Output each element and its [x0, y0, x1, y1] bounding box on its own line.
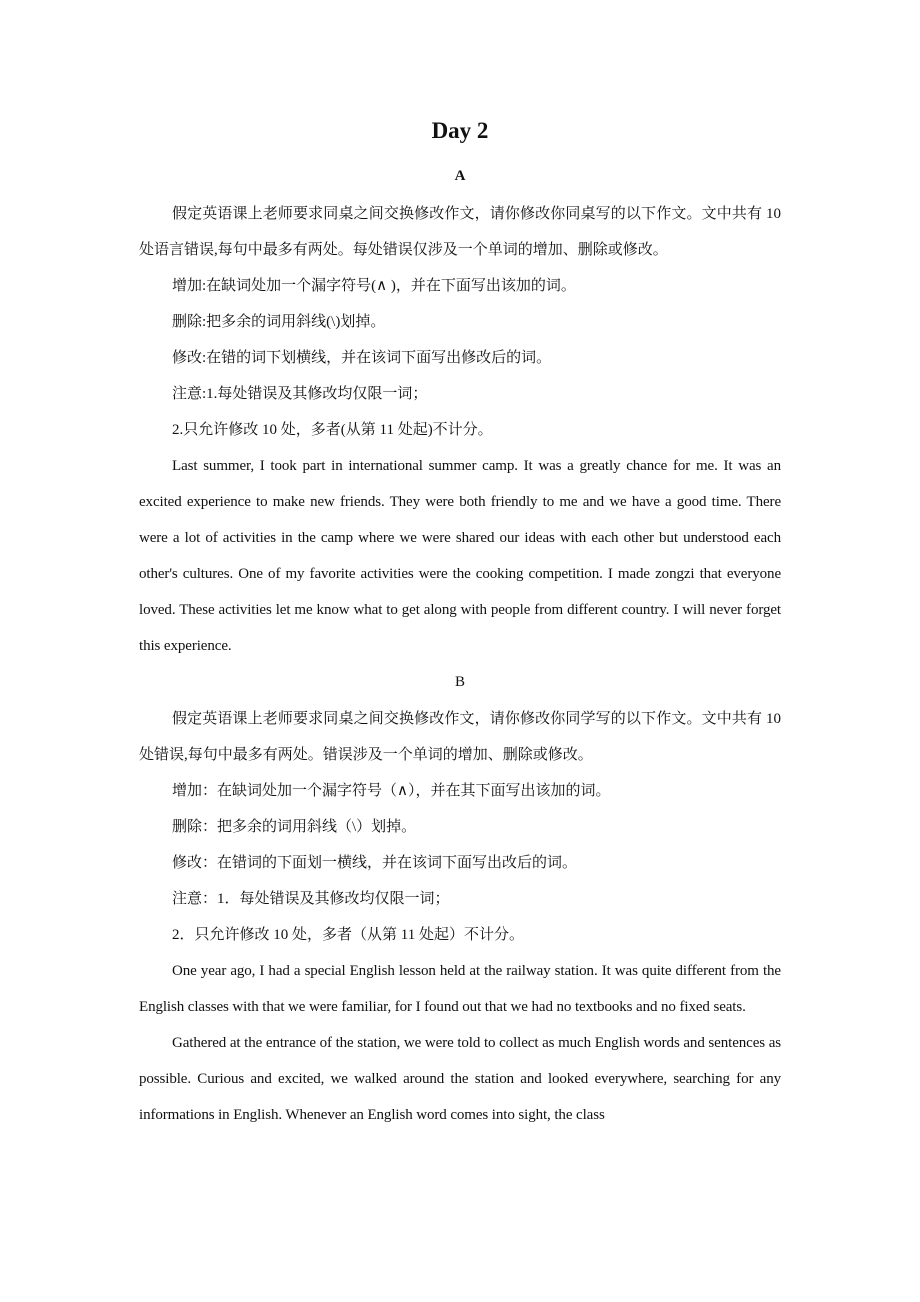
section-a-instruction-modify: 修改:在错的词下划横线，并在该词下面写出修改后的词。: [172, 350, 552, 366]
page-title: Day 2: [431, 118, 489, 143]
section-a-instruction-delete: 删除:把多余的词用斜线(\)划掉。: [172, 314, 386, 330]
section-a-content: [139, 196, 781, 664]
section-a-instruction-note-2: 2.只允许修改 10 处，多者(从第 11 处起)不计分。: [172, 422, 493, 438]
section-b-content: [139, 701, 781, 1133]
section-b-instruction-add: 增加：在缺词处加一个漏字符号（∧），并在其下面写出该加的词。: [172, 783, 611, 799]
section-b-instruction-note-1: 注意：1．每处错误及其修改均仅限一词；: [172, 891, 450, 907]
section-b-instruction-modify: 修改：在错词的下面划一横线，并在该词下面写出改后的词。: [172, 855, 578, 871]
section-a-instruction-add: 增加:在缺词处加一个漏字符号(∧ )，并在下面写出该加的词。: [172, 278, 576, 294]
section-b-passage-paragraph-1: One year ago, I had a special English lesson held at the railway station. It was quite different from the English classes with that we were familiar, for I found out that we had no textbooks and no fixed seats.: [139, 963, 781, 1015]
section-b-instruction-note-2: 2．只允许修改 10 处，多者（从第 11 处起）不计分。: [172, 927, 524, 943]
section-a-label: A: [454, 168, 466, 184]
section-a-passage: Last summer, I took part in international summer camp. It was a greatly chance for me. It was an excited experience to make new friends. They were both friendly to me and we have a good time. There were a lot of activities in the camp where we were shared our ideas with each other but understood each other's cultures. One of my favorite activities were the cooking competition. I made zongzi that everyone loved. These activities let me know what to get along with people from different country. I will never forget this experience.: [139, 458, 781, 654]
section-b-label: B: [454, 674, 465, 690]
section-a-instruction-intro: 假定英语课上老师要求同桌之间交换修改作文，请你修改你同桌写的以下作文。文中共有 10 处语言错误,每句中最多有两处。每处错误仅涉及一个单词的增加、删除或修改。: [139, 206, 781, 258]
section-b-instruction-intro: 假定英语课上老师要求同桌之间交换修改作文，请你修改你同学写的以下作文。文中共有 10 处错误,每句中最多有两处。错误涉及一个单词的增加、删除或修改。: [139, 711, 781, 763]
section-a-instruction-note-1: 注意:1.每处错误及其修改均仅限一词；: [172, 386, 428, 402]
section-b-passage-paragraph-2: Gathered at the entrance of the station, we were told to collect as much English words and sentences as possible. Curious and excited, we walked around the station and looked everywhere, searching for any informations in English. Whenever an English word comes into sight, the class: [139, 1035, 781, 1123]
section-b-instruction-delete: 删除：把多余的词用斜线（\）划掉。: [172, 819, 417, 835]
